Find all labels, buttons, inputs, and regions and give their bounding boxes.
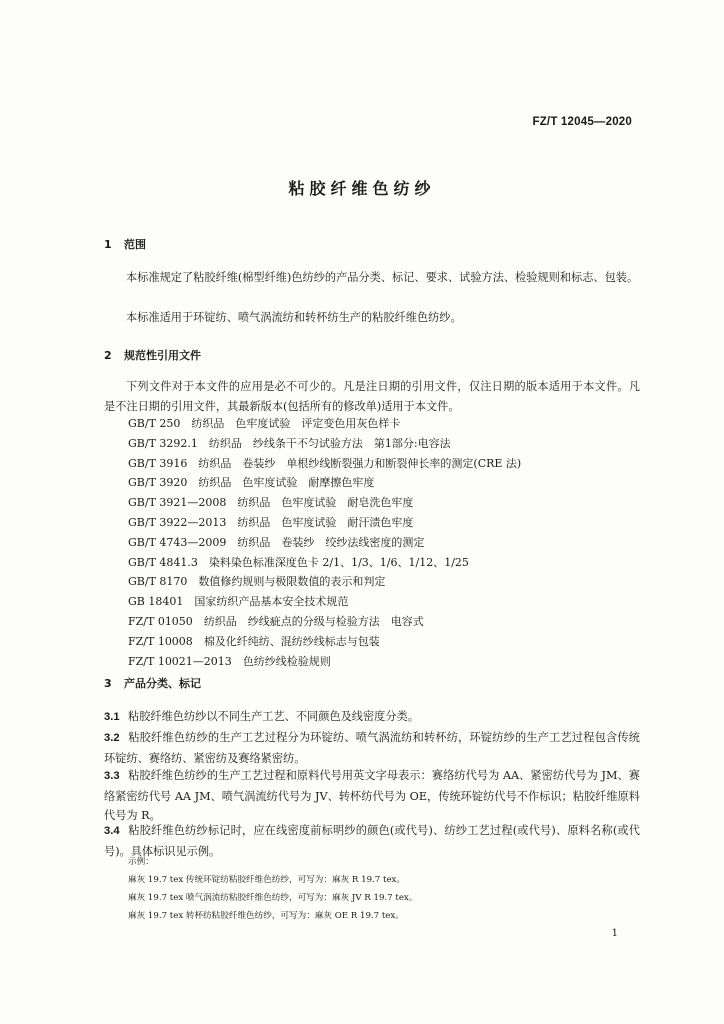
example-line: 麻灰 19.7 tex 喷气涡流纺粘胶纤维色纺纱，可写为：麻灰 JV R 19.7 tex。 [128, 893, 418, 903]
reference-code: GB/T 8170 [128, 575, 188, 589]
reference-code: GB/T 250 [128, 417, 181, 430]
section-number: 3 [104, 677, 112, 690]
reference-item [128, 434, 521, 454]
reference-item [128, 513, 521, 533]
reference-title: 纺织品 卷装纱 单根纱线断裂强力和断裂伸长率的测定(CRE 法) [198, 456, 522, 470]
example-label: 示例： [128, 857, 154, 867]
reference-title: 纺织品 色牢度试验 评定变色用灰色样卡 [191, 417, 401, 430]
clause-number: 3.3 [104, 770, 120, 782]
reference-title: 数值修约规则与极限数值的表示和判定 [198, 575, 386, 589]
reference-title: 纺织品 色牢度试验 耐摩擦色牢度 [198, 476, 375, 490]
reference-item [128, 632, 521, 652]
clause-text: 粘胶纤维色纺纱的生产工艺过程分为环锭纺、喷气涡流纺和转杯纺，环锭纺纱的生产工艺过程包含传统环锭纺、赛络纺、紧密纺及赛络紧密纺。 [104, 731, 640, 765]
reference-item [128, 572, 521, 592]
reference-item [128, 652, 521, 672]
section-number: 1 [104, 238, 112, 251]
clause-text: 粘胶纤维色纺纱的生产工艺过程和原料代号用英文字母表示：赛络纺代号为 AA、紧密纺代号为 JM、赛络紧密纺代号 AA JM、喷气涡流纺代号为 JV、转杯纺代号为 OE，传统环锭纺代号不作标识；粘胶纤维原料代号为 R。 [104, 769, 640, 823]
reference-title: 国家纺织产品基本安全技术规范 [194, 595, 349, 609]
reference-title: 染料染色标准深度色卡 2/1、1/3、1/6、1/12、1/25 [208, 555, 469, 569]
section-1-heading [104, 236, 146, 252]
reference-item [128, 592, 521, 612]
reference-code: GB/T 4743—2009 [128, 535, 227, 549]
clause-number: 3.1 [104, 711, 120, 723]
reference-title: 纺织品 色牢度试验 耐皂洗色牢度 [237, 496, 414, 510]
section-title: 范围 [124, 238, 146, 251]
clause-number: 3.4 [104, 825, 120, 837]
scope-paragraph-1: 本标准规定了粘胶纤维(棉型纤维)色纺纱的产品分类、标记、要求、试验方法、检验规则和标志、包装。 [126, 271, 639, 284]
reference-item [128, 533, 521, 553]
section-number: 2 [104, 349, 112, 362]
reference-title: 色纺纱线检验规则 [242, 654, 331, 668]
section-title: 规范性引用文件 [124, 349, 201, 362]
section-3-heading [104, 675, 201, 691]
reference-code: GB/T 4841.3 [128, 555, 198, 569]
reference-title: 纺织品 色牢度试验 耐汗渍色牢度 [237, 515, 414, 529]
reference-code: FZ/T 10008 [128, 634, 193, 648]
reference-item [128, 612, 521, 632]
clause-text: 粘胶纤维色纺纱标记时，应在线密度前标明纱的颜色(或代号)、纺纱工艺过程(或代号)、原料名称(或代号)。具体标识见示例。 [104, 824, 640, 858]
clause-number: 3.2 [104, 732, 120, 744]
reference-code: GB/T 3921—2008 [128, 496, 227, 510]
scope-paragraph-2: 本标准适用于环锭纺、喷气涡流纺和转杯纺生产的粘胶纤维色纺纱。 [126, 311, 462, 324]
reference-item [128, 473, 521, 493]
clause-3-3 [104, 766, 640, 826]
normative-references-list [128, 414, 521, 671]
example-line: 麻灰 19.7 tex 转杯纺粘胶纤维色纺纱，可写为：麻灰 OE R 19.7 tex。 [128, 911, 404, 921]
reference-code: GB/T 3292.1 [128, 436, 198, 450]
reference-item [128, 553, 521, 573]
reference-code: FZ/T 10021—2013 [128, 654, 232, 668]
references-intro: 下列文件对于本文件的应用是必不可少的。凡是注日期的引用文件，仅注日期的版本适用于本文件。凡是不注日期的引用文件，其最新版本(包括所有的修改单)适用于本文件。 [104, 380, 640, 413]
reference-title: 纺织品 纱线疵点的分级与检验方法 电容式 [203, 614, 424, 628]
reference-item [128, 493, 521, 513]
section-title: 产品分类、标记 [124, 677, 201, 690]
reference-code: GB 18401 [128, 595, 184, 609]
reference-title: 棉及化纤纯纺、混纺纱线标志与包装 [203, 634, 380, 648]
example-block [128, 853, 417, 925]
reference-title: 纺织品 纱线条干不匀试验方法 第1部分:电容法 [208, 436, 451, 450]
example-line: 麻灰 19.7 tex 传统环锭纺粘胶纤维色纺纱，可写为：麻灰 R 19.7 tex。 [128, 875, 405, 885]
reference-item [128, 414, 521, 434]
reference-item [128, 454, 521, 474]
reference-code: GB/T 3920 [128, 476, 188, 490]
clause-text: 粘胶纤维色纺纱以不同生产工艺、不同颜色及线密度分类。 [128, 710, 419, 723]
clause-3-2 [104, 728, 640, 768]
reference-code: FZ/T 01050 [128, 614, 193, 628]
reference-title: 纺织品 卷装纱 绞纱法线密度的测定 [237, 535, 425, 549]
section-2-heading [104, 347, 201, 363]
reference-code: GB/T 3916 [128, 456, 188, 470]
page-number: 1 [611, 928, 618, 939]
clause-3-1 [104, 707, 640, 728]
standard-code: FZ/T 12045—2020 [532, 116, 632, 128]
reference-code: GB/T 3922—2013 [128, 515, 227, 529]
document-title: 粘胶纤维色纺纱 [288, 179, 436, 198]
